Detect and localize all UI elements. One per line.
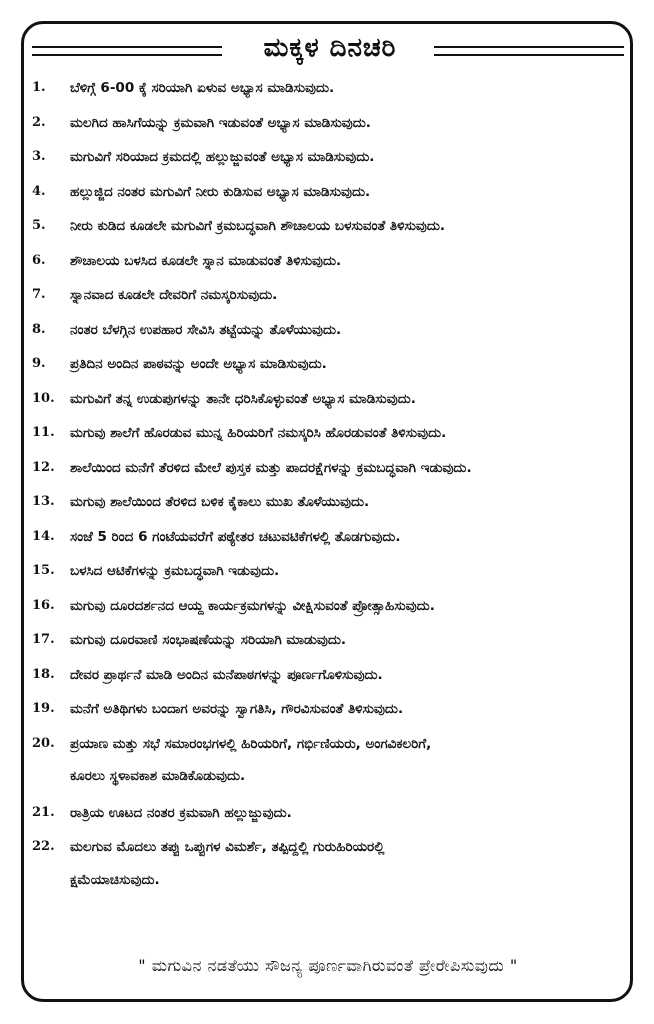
list-item [32, 314, 622, 349]
item-number: 7. [32, 287, 46, 302]
item-number: 15. [32, 563, 55, 578]
list-item-continuation [32, 866, 622, 901]
list-item [32, 797, 622, 832]
list-item [32, 72, 622, 107]
list-item [32, 693, 622, 728]
item-text: ಬೆಳಿಗ್ಗೆ 6-00 ಕ್ಕೆ ಸರಿಯಾಗಿ ಏಳುವ ಅಭ್ಯಾಸ ಮಾಡಿಸುವುದು. [70, 80, 335, 96]
list-item-continuation [32, 762, 622, 797]
item-number: 13. [32, 494, 55, 509]
item-number: 8. [32, 321, 46, 337]
page-title: ಮಕ್ಕಳ ದಿನಚರಿ [263, 33, 397, 63]
item-text: ದೇವರ ಪ್ರಾರ್ಥನೆ ಮಾಡಿ ಅಂದಿನ ಮನೆಪಾಠಗಳನ್ನು ಪೂರ್ಣಗೊಳಿಸುವುದು. [70, 666, 383, 683]
item-text: ಮಗುವು ಶಾಲೆಯಿಂದ ತೆರಳಿದ ಬಳಿಕ ಕೈಕಾಲು ಮುಖ ತೊಳೆಯುವುದು. [70, 494, 370, 510]
footer-quote: " ಮಗುವಿನ ನಡತೆಯು ಸೌಜನ್ಯ ಪೂರ್ಣವಾಗಿರುವಂತೆ ಪ್ರೇರೇಪಿಸುವುದು " [138, 956, 518, 975]
list-item [32, 245, 622, 280]
list-item [32, 452, 622, 487]
item-number: 5. [32, 218, 46, 233]
item-number: 21. [32, 804, 55, 820]
list-item [32, 521, 622, 556]
item-number: 20. [32, 735, 55, 751]
item-text: ಶೌಚಾಲಯ ಬಳಸಿದ ಕೂಡಲೇ ಸ್ನಾನ ಮಾಡುವಂತೆ ತಿಳಿಸುವುದು. [70, 252, 342, 269]
list-item [32, 348, 622, 383]
item-number: 2. [32, 114, 46, 130]
title-rule-left [32, 46, 222, 56]
item-text: ಮಗುವಿಗೆ ಸರಿಯಾದ ಕ್ರಮದಲ್ಲಿ ಹಲ್ಲುಜ್ಜುವಂತೆ ಅಭ್ಯಾಸ ಮಾಡಿಸುವುದು. [70, 149, 375, 165]
list-item [32, 590, 622, 625]
item-text: ಮಗುವು ದೂರದರ್ಶನದ ಆಯ್ದ ಕಾರ್ಯಕ್ರಮಗಳನ್ನು ವೀಕ್ಷಿಸುವಂತೆ ಪ್ರೋತ್ಸಾಹಿಸುವುದು. [70, 597, 435, 614]
item-text: ಮನೆಗೆ ಅತಿಥಿಗಳು ಬಂದಾಗ ಅವರನ್ನು ಸ್ವಾಗತಿಸಿ, ಗೌರವಿಸುವಂತೆ ತಿಳಿಸುವುದು. [70, 701, 404, 717]
item-number: 19. [32, 701, 55, 716]
title-rule-right [434, 46, 624, 56]
item-number: 9. [32, 356, 46, 371]
item-number: 3. [32, 149, 46, 164]
item-text-continuation: ಕೂರಲು ಸ್ಥಳಾವಕಾಶ ಮಾಡಿಕೊಡುವುದು. [70, 768, 246, 784]
item-number: 4. [32, 183, 46, 199]
item-text: ಪ್ರಯಾಣ ಮತ್ತು ಸಭೆ ಸಮಾರಂಭಗಳಲ್ಲಿ ಹಿರಿಯರಿಗೆ, ಗರ್ಭಿಣಿಯರು, ಅಂಗವಿಕಲರಿಗೆ, [70, 735, 432, 752]
item-number: 12. [32, 459, 55, 475]
item-number: 11. [32, 425, 55, 440]
item-number: 16. [32, 597, 55, 613]
list-item [32, 417, 622, 452]
item-text: ಮಲಗಿದ ಹಾಸಿಗೆಯನ್ನು ಕ್ರಮವಾಗಿ ಇಡುವಂತೆ ಅಭ್ಯಾಸ ಮಾಡಿಸುವುದು. [70, 114, 371, 131]
list-item [32, 486, 622, 521]
list-item [32, 728, 622, 763]
item-number: 22. [32, 839, 55, 854]
list-item [32, 141, 622, 176]
item-text: ಮಗುವು ಶಾಲೆಗೆ ಹೊರಡುವ ಮುನ್ನ ಹಿರಿಯರಿಗೆ ನಮಸ್ಕರಿಸಿ ಹೊರಡುವಂತೆ ತಿಳಿಸುವುದು. [70, 425, 447, 441]
item-text: ಸ್ನಾನವಾದ ಕೂಡಲೇ ದೇವರಿಗೆ ನಮಸ್ಕರಿಸುವುದು. [70, 287, 278, 303]
item-text: ಮಗುವಿಗೆ ತನ್ನ ಉಡುಪುಗಳನ್ನು ತಾನೇ ಧರಿಸಿಕೊಳ್ಳುವಂತೆ ಅಭ್ಯಾಸ ಮಾಡಿಸುವುದು. [70, 390, 416, 407]
routine-list [32, 72, 622, 900]
item-text: ನೀರು ಕುಡಿದ ಕೂಡಲೇ ಮಗುವಿಗೆ ಕ್ರಮಬದ್ಧವಾಗಿ ಶೌಚಾಲಯ ಬಳಸುವಂತೆ ತಿಳಿಸುವುದು. [70, 218, 446, 234]
list-item [32, 831, 622, 866]
item-text: ಶಾಲೆಯಿಂದ ಮನೆಗೆ ತೆರಳಿದ ಮೇಲೆ ಪುಸ್ತಕ ಮತ್ತು ಪಾದರಕ್ಷೆಗಳನ್ನು ಕ್ರಮಬದ್ಧವಾಗಿ ಇಡುವುದು. [70, 459, 472, 476]
item-text: ಹಲ್ಲುಜ್ಜಿದ ನಂತರ ಮಗುವಿಗೆ ನೀರು ಕುಡಿಸುವ ಅಭ್ಯಾಸ ಮಾಡಿಸುವುದು. [70, 183, 371, 200]
item-text: ನಂತರ ಬೆಳಗ್ಗಿನ ಉಪಹಾರ ಸೇವಿಸಿ ತಟ್ಟೆಯನ್ನು ತೊಳೆಯುವುದು. [70, 321, 342, 338]
item-text: ರಾತ್ರಿಯ ಊಟದ ನಂತರ ಕ್ರಮವಾಗಿ ಹಲ್ಲುಜ್ಜುವುದು. [70, 804, 292, 821]
item-text: ಬಳಸಿದ ಆಟಿಕೆಗಳನ್ನು ಕ್ರಮಬದ್ಧವಾಗಿ ಇಡುವುದು. [70, 563, 280, 579]
list-item [32, 210, 622, 245]
item-number: 1. [32, 80, 46, 95]
item-text: ಪ್ರತಿದಿನ ಅಂದಿನ ಪಾಠವನ್ನು ಅಂದೇ ಅಭ್ಯಾಸ ಮಾಡಿಸುವುದು. [70, 356, 327, 372]
item-number: 6. [32, 252, 46, 268]
item-number: 14. [32, 528, 55, 544]
item-number: 17. [32, 632, 55, 647]
list-item [32, 279, 622, 314]
item-text: ಮಲಗುವ ಮೊದಲು ತಪ್ಪು ಒಪ್ಪುಗಳ ವಿಮರ್ಶೆ, ತಪ್ಪಿದ್ದಲ್ಲಿ ಗುರುಹಿರಿಯರಲ್ಲಿ [70, 839, 385, 855]
item-text: ಸಂಜೆ 5 ರಿಂದ 6 ಗಂಟೆಯವರೆಗೆ ಪಠ್ಯೇತರ ಚಟುವಟಿಕೆಗಳಲ್ಲಿ ತೊಡಗುವುದು. [70, 528, 401, 545]
item-text: ಮಗುವು ದೂರವಾಣಿ ಸಂಭಾಷಣೆಯನ್ನು ಸರಿಯಾಗಿ ಮಾಡುವುದು. [70, 632, 347, 648]
list-item [32, 176, 622, 211]
title-row [30, 28, 626, 68]
list-item [32, 107, 622, 142]
list-item [32, 659, 622, 694]
item-text-continuation: ಕ್ಷಮೆಯಾಚಿಸುವುದು. [70, 871, 160, 888]
list-item [32, 624, 622, 659]
list-item [32, 383, 622, 418]
list-item [32, 555, 622, 590]
item-number: 18. [32, 666, 55, 682]
item-number: 10. [32, 390, 55, 406]
